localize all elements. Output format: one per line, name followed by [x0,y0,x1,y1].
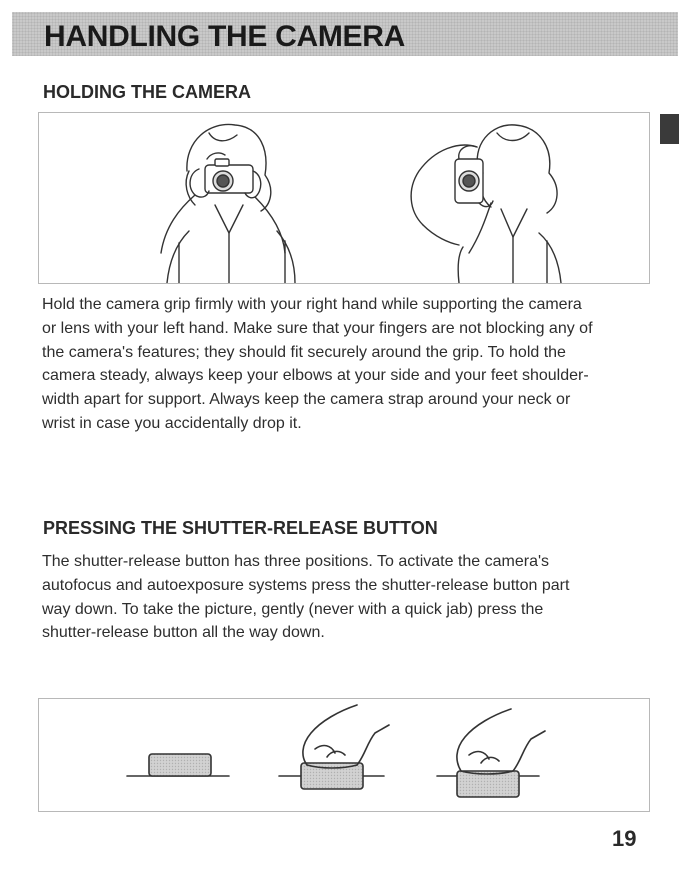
person-horizontal-hold [161,124,295,283]
page-number: 19 [612,826,637,851]
page-title: HANDLING THE CAMERA [44,20,405,53]
shutter-figures-svg [39,699,649,811]
person-vertical-hold [411,125,561,283]
button-released [127,754,229,776]
shutter-illustration [38,698,650,812]
holding-figures-svg [39,113,649,283]
title-band [12,12,678,56]
section-tab-marker [660,114,679,144]
shutter-heading: PRESSING THE SHUTTER-RELEASE BUTTON [43,518,438,538]
holding-heading: HOLDING THE CAMERA [43,82,251,102]
holding-illustration [38,112,650,284]
shutter-paragraph: The shutter-release button has three positions. To activate the camera's autofocus and autoexposure systems press the shutter-release button part way down. To take the picture, gently (never with a quick jab) press the shutter-release button all the way down. [42,553,570,642]
button-half-press [279,705,389,789]
button-full-press [437,709,545,797]
holding-paragraph: Hold the camera grip firmly with your right hand while supporting the camera or lens with your left hand. Make sure that your fingers are not blocking any of the camera's features; they should fit securely around the grip. To hold the camera steady, always keep your elbows at your side and your feet shoulder- width apart for support. Always keep the camera strap around your neck or wrist in case you accidentally drop it. [42,296,593,432]
